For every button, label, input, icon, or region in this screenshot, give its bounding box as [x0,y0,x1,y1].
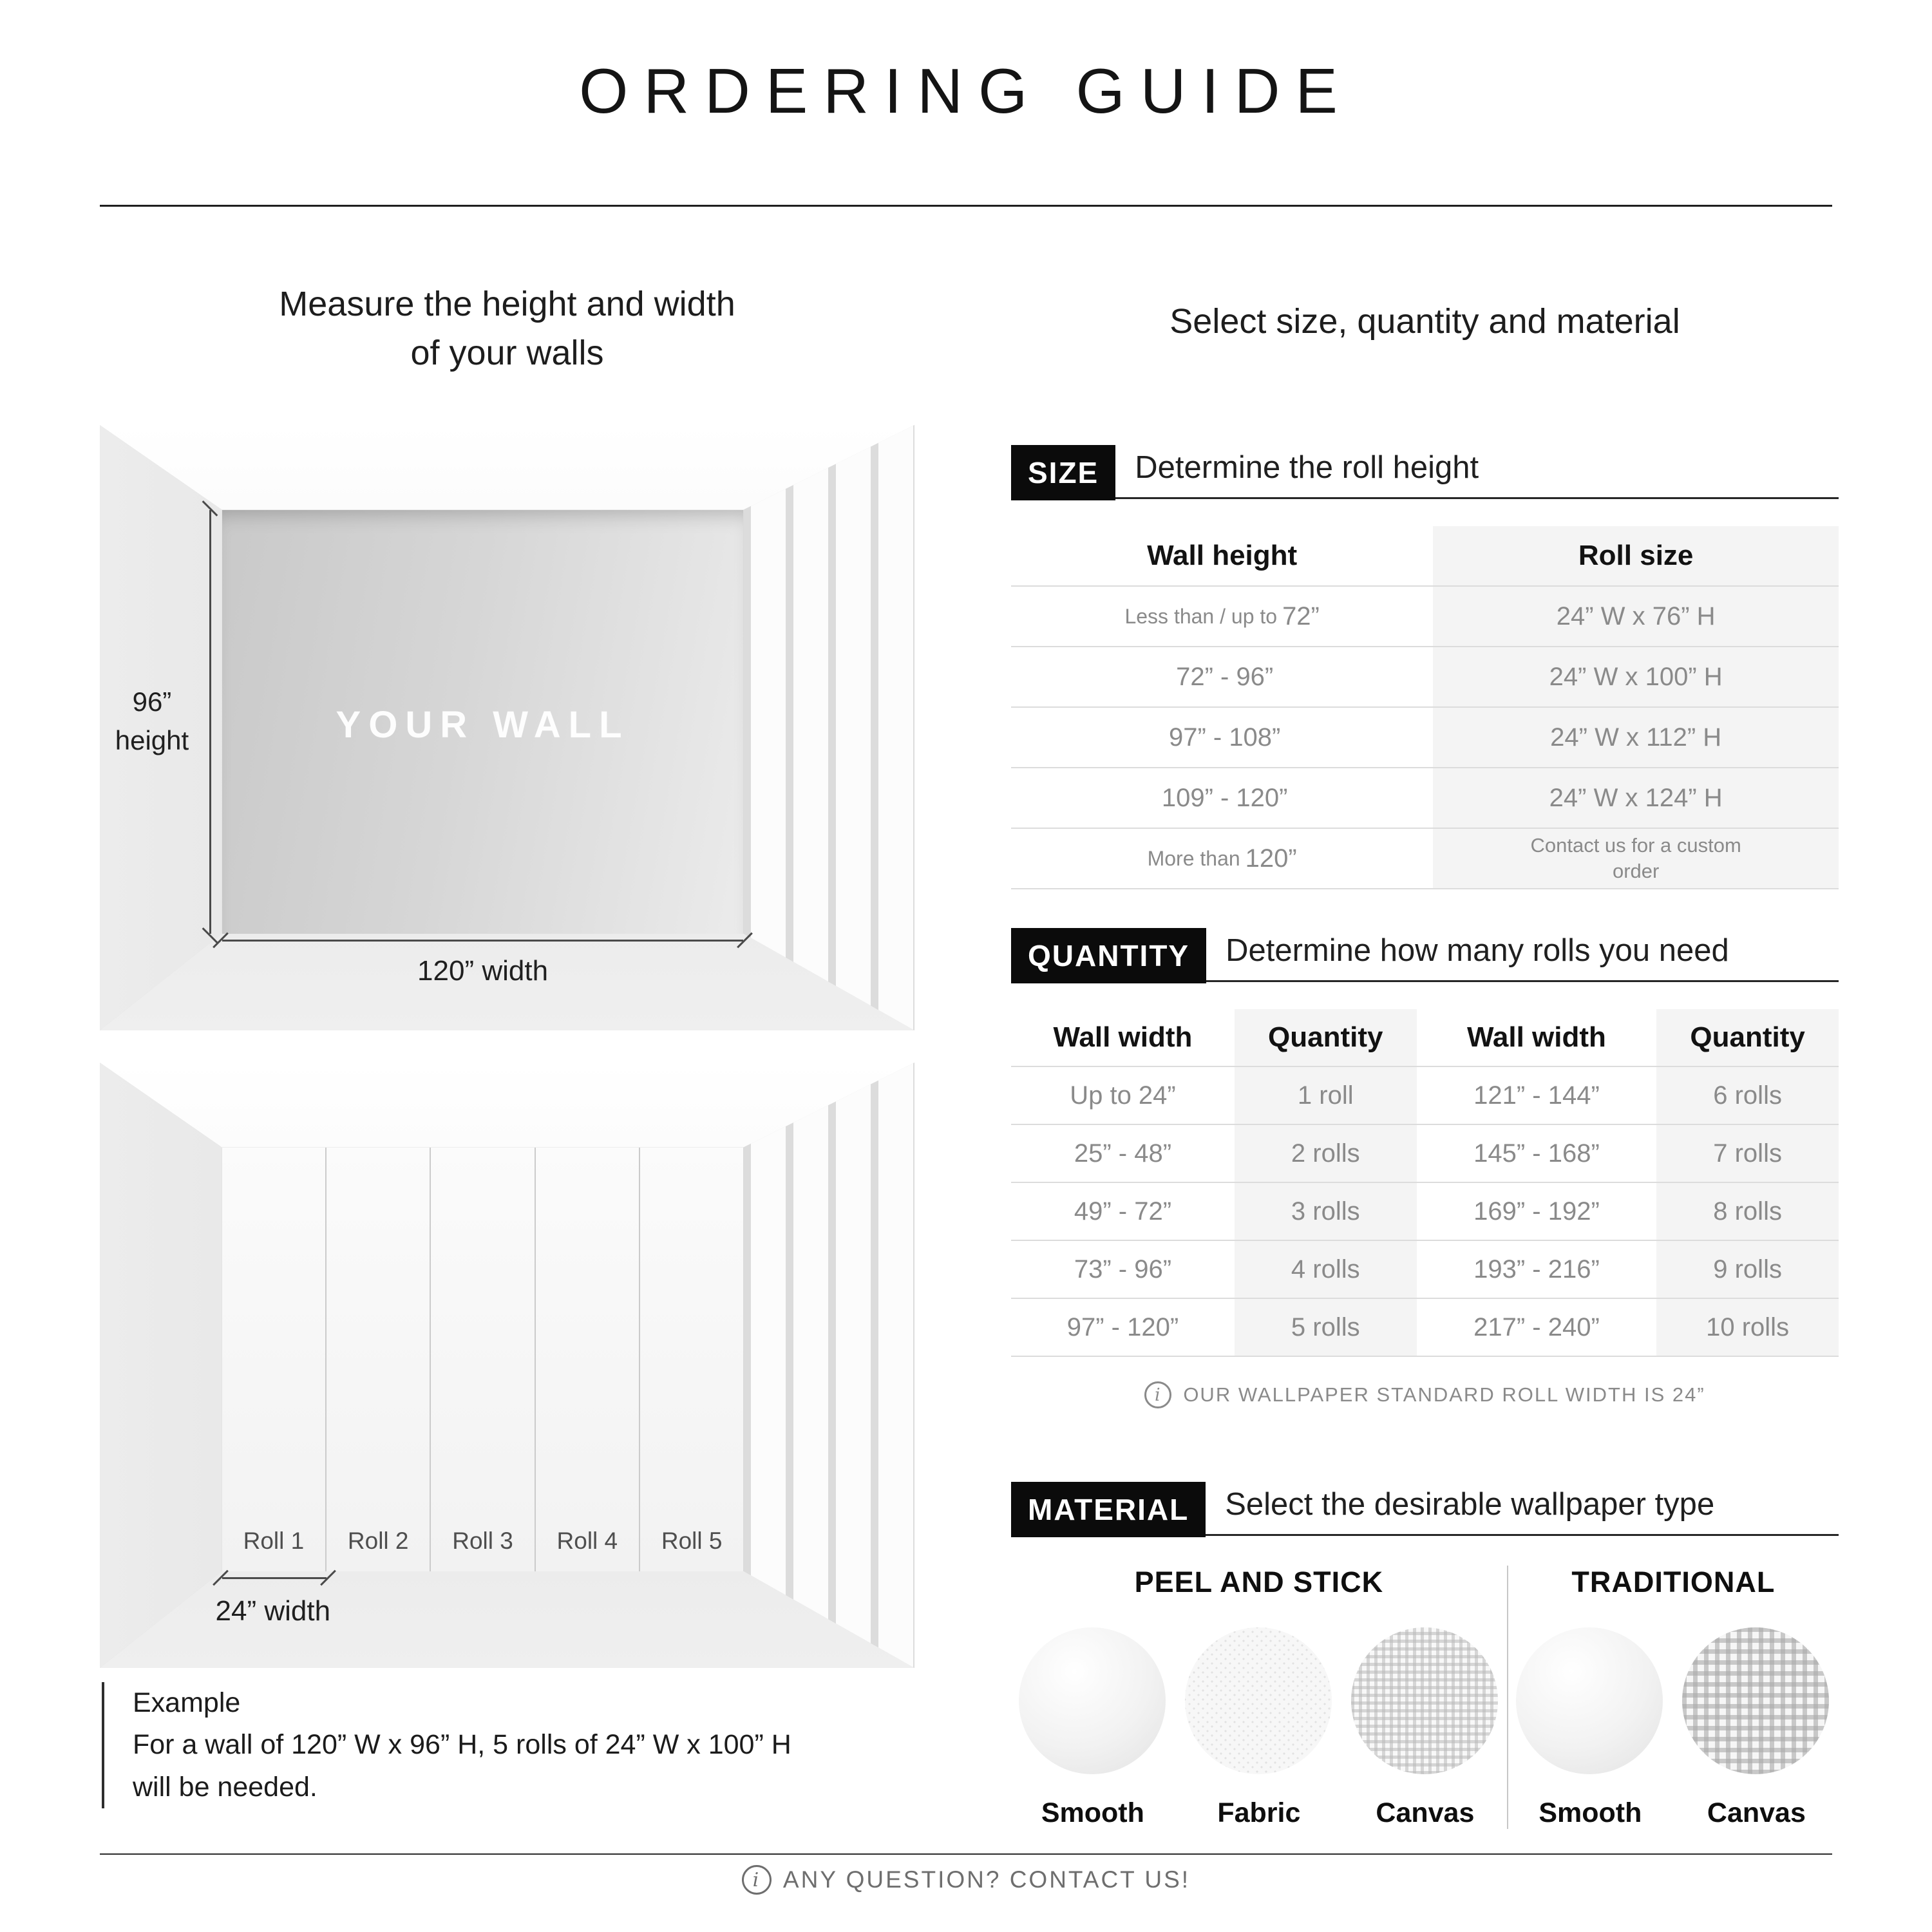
quantity-section [1011,926,1839,1408]
quantity-cell: 4 rolls [1235,1241,1417,1298]
quantity-cell: 1 roll [1235,1067,1417,1124]
quantity-table [1011,1009,1839,1357]
quantity-table-row [1011,1240,1839,1298]
swatch-canvas [1682,1627,1830,1829]
material-section [1011,1480,1839,1829]
size-table-row [1011,767,1839,828]
height-measure-line [209,510,211,934]
swatch-row [1011,1627,1507,1829]
quantity-section-header [1011,926,1839,982]
example-heading: Example [133,1687,241,1718]
custom-order-text: Contact us for a custom order [1530,833,1741,882]
canvas-texture-swatch [1682,1627,1829,1774]
room-window [743,1063,914,1668]
roll-panel [640,1148,743,1571]
swatch-smooth [1019,1627,1167,1829]
wall-width-cell: 25” - 48” [1074,1139,1172,1168]
qty-header-wall-width-2: Wall width [1466,1021,1606,1053]
quantity-table-row [1011,1298,1839,1356]
wall-height-value: 109” - 120” [1161,783,1288,812]
roll-width-note-text: OUR WALLPAPER STANDARD ROLL WIDTH IS 24” [1183,1383,1705,1406]
qty-header-quantity-2: Quantity [1656,1009,1839,1066]
footer-note-text: ANY QUESTION? CONTACT US! [782,1866,1191,1893]
footer-note [0,1865,1932,1895]
wall-height-value: 72” - 96” [1176,662,1274,691]
wall-height-value: 120” [1245,844,1297,873]
quantity-table-row [1011,1182,1839,1240]
quantity-badge: QUANTITY [1011,928,1206,983]
wall-height-value: 72” [1282,601,1320,630]
size-header-roll-size: Roll size [1433,526,1839,585]
roll-label: Roll 2 [347,1527,409,1554]
quantity-table-row [1011,1066,1839,1124]
swatch-row [1508,1627,1839,1829]
left-column-heading [100,280,914,377]
wall-width-cell: 145” - 168” [1473,1139,1600,1168]
wall-height-cell [1011,587,1433,646]
roll-width-note [1011,1381,1839,1408]
wall-height-value: 97” - 108” [1168,723,1281,752]
your-wall-label: YOUR WALL [336,704,630,746]
footer-divider [100,1853,1832,1855]
wall-height-cell [1011,768,1433,828]
roll-panel [327,1148,431,1571]
width-measure-label: 120” width [417,955,549,987]
material-section-header [1011,1480,1839,1536]
size-badge: SIZE [1011,445,1115,500]
quantity-table-header-row [1011,1009,1839,1066]
quantity-cell: 8 rolls [1656,1183,1839,1240]
roll-panel [536,1148,640,1571]
size-table [1011,526,1839,889]
wall-width-cell: 217” - 240” [1473,1312,1600,1341]
info-icon: i [1144,1381,1171,1408]
quantity-table-row [1011,1124,1839,1182]
size-section [1011,443,1839,889]
material-subtitle: Select the desirable wallpaper type [1225,1487,1715,1522]
wall-width-cell: 97” - 120” [1066,1312,1179,1341]
room-illustration-rolls [100,1063,914,1668]
swatch-label: Canvas [1707,1797,1806,1828]
smooth-texture-swatch [1516,1627,1663,1774]
wall-height-prefix: Less than / up to [1124,604,1278,628]
roll-panel [431,1148,535,1571]
right-column-heading: Select size, quantity and material [1170,302,1680,341]
quantity-cell: 6 rolls [1656,1067,1839,1124]
left-heading-line1: Measure the height and width [279,285,735,323]
quantity-cell: 3 rolls [1235,1183,1417,1240]
example-line1: For a wall of 120” W x 96” H, 5 rolls of 24” W x 100” H [133,1729,791,1761]
wall-width-cell: 169” - 192” [1473,1197,1600,1226]
roll-panels [222,1148,744,1571]
size-table-header-row [1011,526,1839,585]
quantity-cell: 10 rolls [1656,1299,1839,1356]
size-table-row [1011,646,1839,706]
roll-label: Roll 5 [661,1527,723,1554]
size-table-row [1011,706,1839,767]
size-subtitle: Determine the roll height [1135,450,1479,485]
wall-width-cell: 193” - 216” [1473,1255,1600,1283]
quantity-cell: 9 rolls [1656,1241,1839,1298]
fabric-texture-swatch [1185,1627,1332,1774]
wall-width-cell: Up to 24” [1070,1081,1176,1110]
height-measure-label [100,683,204,761]
room-illustration-measure [100,425,914,1030]
swatch-smooth [1516,1627,1664,1829]
title-divider [100,205,1832,207]
smooth-texture-swatch [1019,1627,1166,1774]
roll-size-cell: 24” W x 112” H [1433,708,1839,767]
room-window [743,425,914,1030]
width-measure-line [222,940,744,942]
size-table-row [1011,585,1839,646]
roll-size-cell: 24” W x 124” H [1433,768,1839,828]
left-heading-line2: of your walls [410,333,604,372]
height-caption: height [115,725,189,756]
quantity-subtitle: Determine how many rolls you need [1226,933,1729,968]
canvas-texture-swatch [1351,1627,1498,1774]
roll-panel [222,1148,327,1571]
size-section-header [1011,443,1839,499]
page-title: ORDERING GUIDE [579,55,1353,126]
material-group-peel-and-stick [1011,1566,1507,1829]
wall-height-cell [1011,829,1433,888]
roll-label: Roll 3 [452,1527,513,1554]
material-badge: MATERIAL [1011,1482,1206,1537]
material-group-label: PEEL AND STICK [1134,1566,1384,1598]
material-group-traditional [1508,1566,1839,1829]
quantity-cell: 5 rolls [1235,1299,1417,1356]
size-header-wall-height: Wall height [1147,540,1298,571]
example-note [102,1682,791,1808]
roll-label: Roll 1 [243,1527,305,1554]
roll-width-measure-label: 24” width [215,1595,331,1627]
size-table-row [1011,828,1839,888]
swatch-canvas [1351,1627,1499,1829]
roll-size-cell: 24” W x 100” H [1433,647,1839,706]
wall-width-cell: 121” - 144” [1473,1081,1600,1110]
roll-size-cell [1433,829,1839,888]
height-value: 96” [132,686,172,717]
roll-size-cell: 24” W x 76” H [1433,587,1839,646]
qty-header-quantity-1: Quantity [1235,1009,1417,1066]
wall-height-prefix: More than [1147,846,1240,870]
roll-label: Roll 4 [556,1527,618,1554]
swatch-label: Smooth [1041,1797,1144,1828]
example-line2: will be needed. [133,1771,317,1803]
material-group-label: TRADITIONAL [1571,1566,1776,1598]
swatch-label: Smooth [1539,1797,1642,1828]
material-swatches [1011,1566,1839,1829]
swatch-fabric [1185,1627,1333,1829]
wall-height-cell [1011,647,1433,706]
wall-height-cell [1011,708,1433,767]
roll-width-measure-line [222,1577,327,1579]
quantity-cell: 2 rolls [1235,1125,1417,1182]
wall-width-cell: 73” - 96” [1074,1255,1172,1283]
swatch-label: Fabric [1217,1797,1301,1828]
wall-width-cell: 49” - 72” [1074,1197,1172,1226]
swatch-label: Canvas [1376,1797,1475,1828]
info-icon: i [742,1865,772,1895]
quantity-cell: 7 rolls [1656,1125,1839,1182]
qty-header-wall-width-1: Wall width [1053,1021,1193,1053]
